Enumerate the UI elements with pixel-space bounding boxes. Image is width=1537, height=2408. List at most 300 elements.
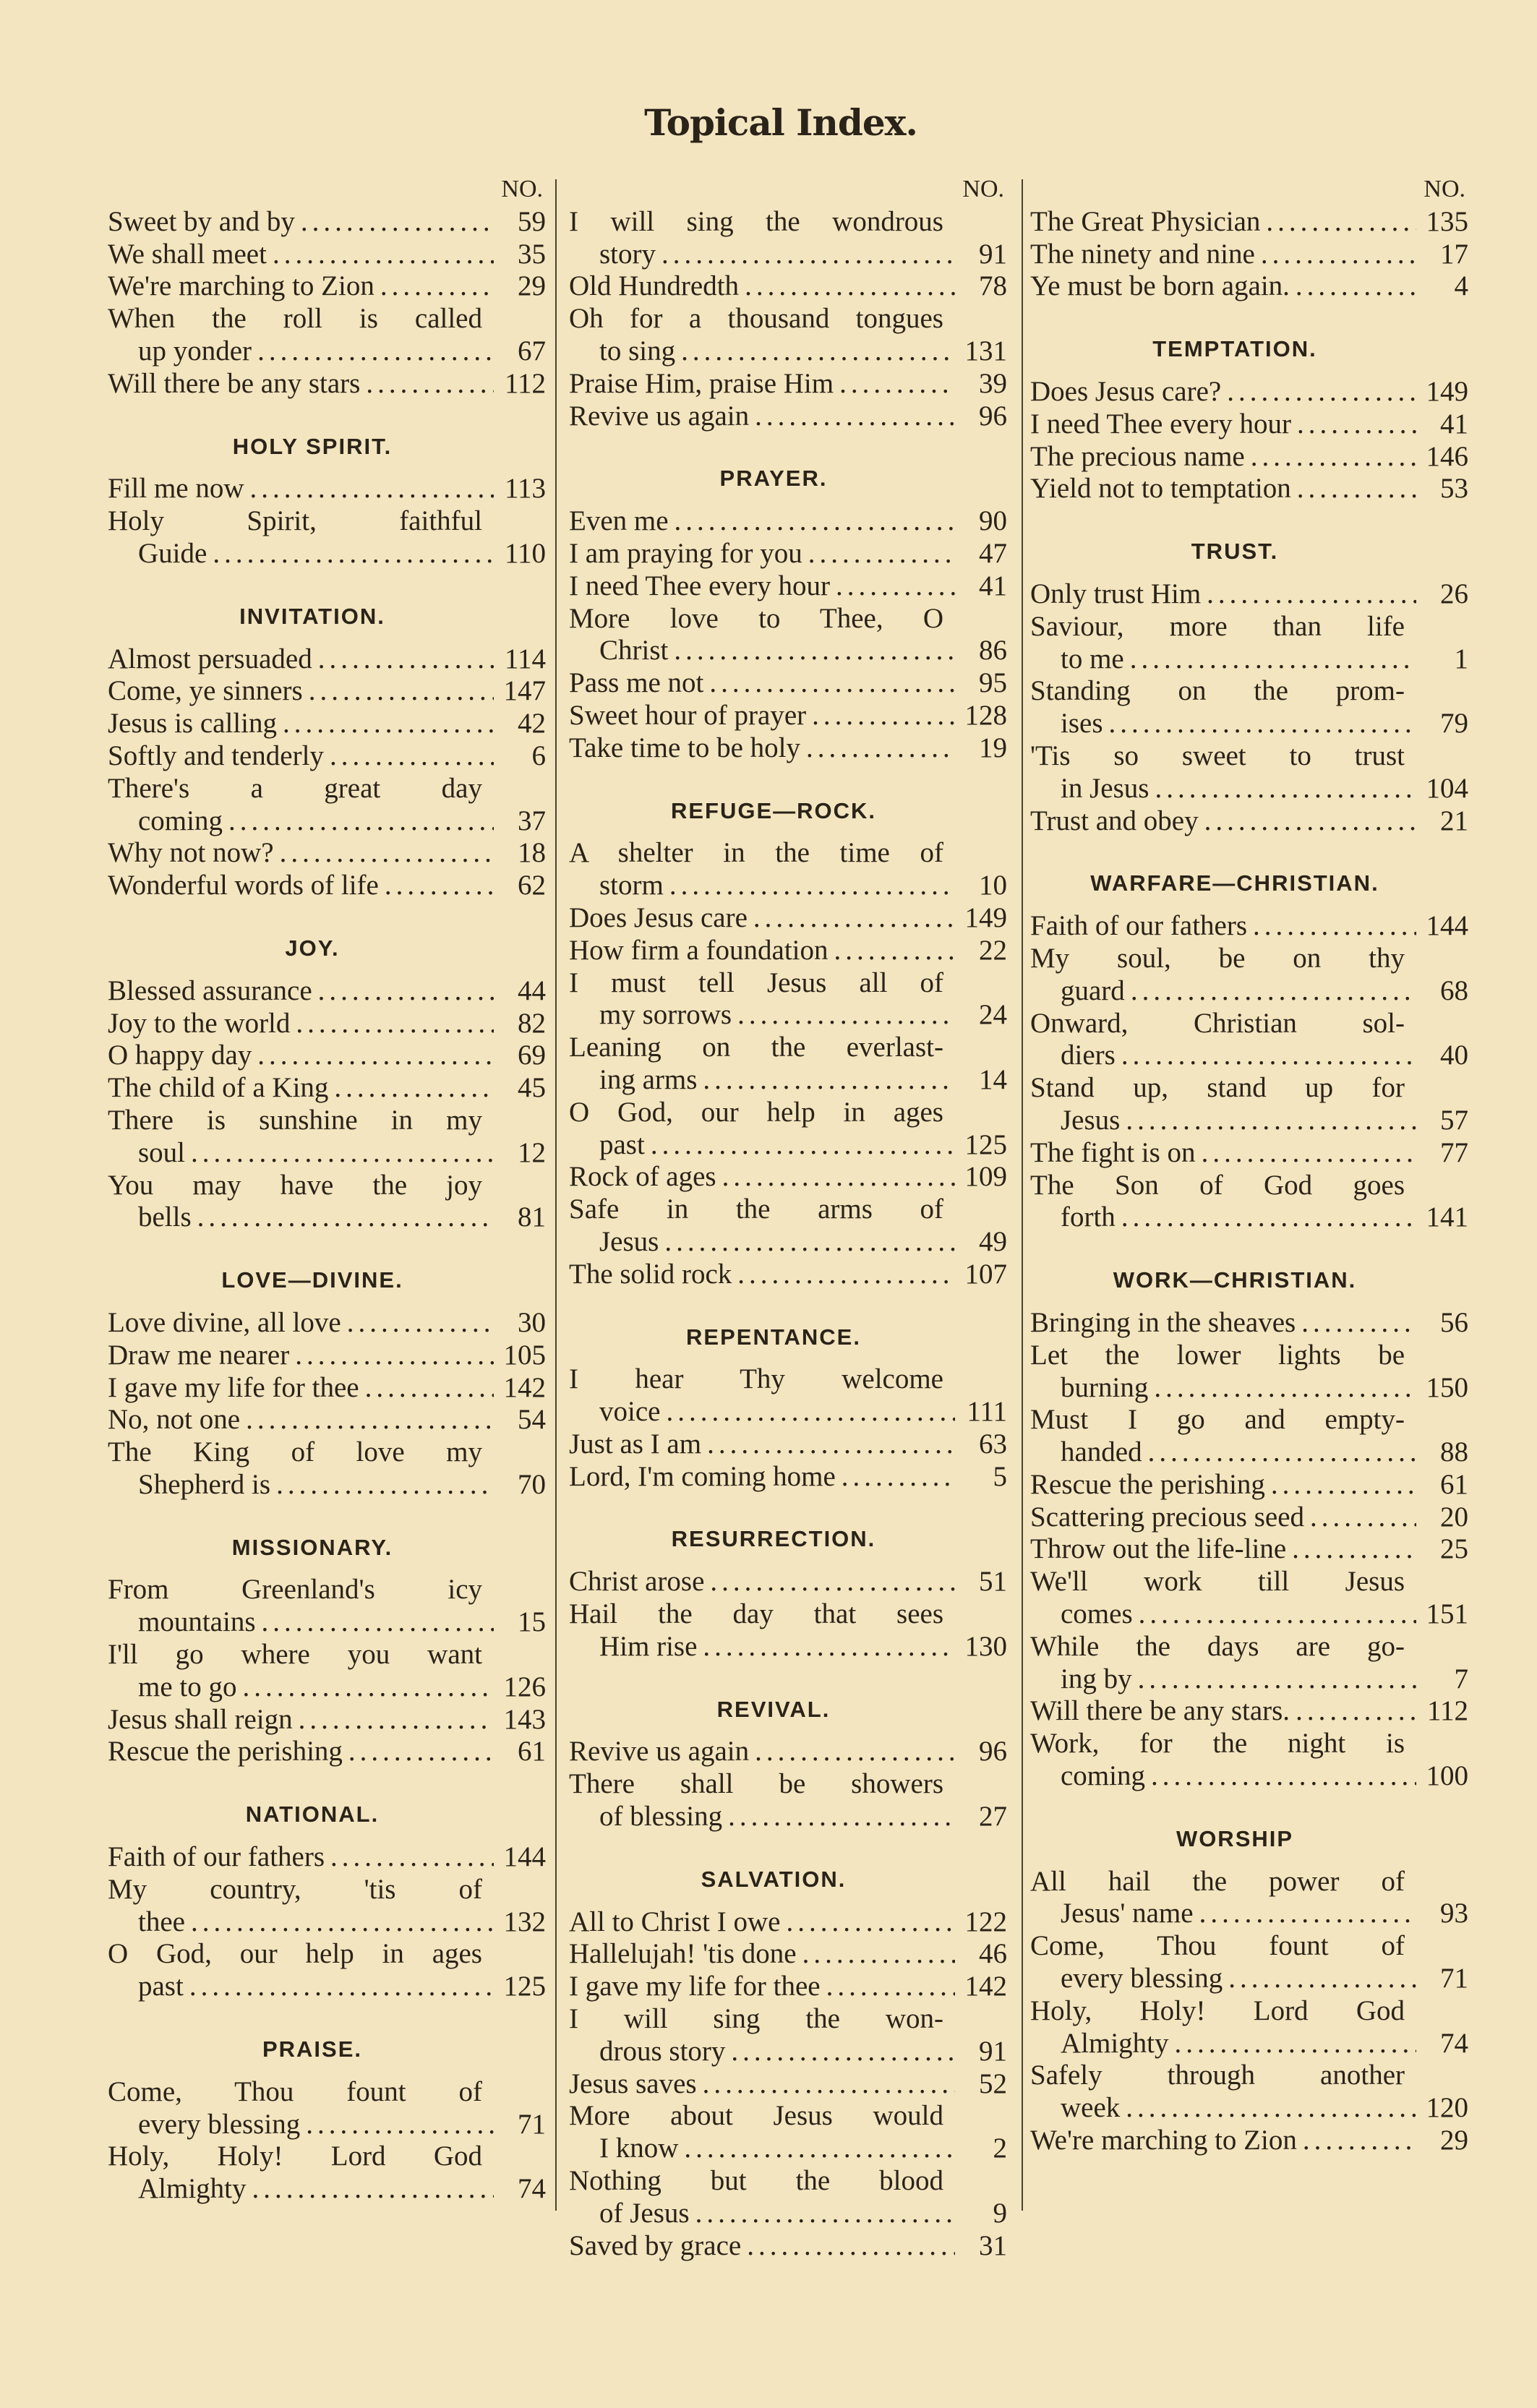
entry-line [108, 1639, 546, 1671]
entry-line [1030, 975, 1468, 1008]
dot-leader [739, 270, 955, 303]
hymn-title: All hail the power of [1030, 1865, 1405, 1897]
dot-leader [1196, 1137, 1416, 1170]
hymn-title: Scattering precious seed [1030, 1501, 1305, 1533]
dot-leader [748, 902, 955, 935]
hymn-number: 131 [964, 335, 1007, 367]
index-entry [1030, 1170, 1468, 1235]
hymn-number: 104 [1426, 772, 1468, 804]
hymn-title: Onward, Christian sol- [1030, 1007, 1405, 1039]
index-entry [569, 1428, 1007, 1461]
dot-leader [1116, 1040, 1416, 1072]
entry-line [108, 270, 546, 303]
hymn-title: Blessed assurance [108, 974, 312, 1006]
hymn-title: Nothing but the blood [569, 2165, 943, 2197]
hymn-title: ing by [1061, 1663, 1132, 1694]
dot-leader [749, 400, 955, 433]
index-entry [569, 700, 1007, 732]
dot-leader [1120, 2092, 1416, 2125]
index-entry [1030, 1307, 1468, 1340]
index-entry [569, 570, 1007, 603]
hymn-title: diers [1061, 1040, 1116, 1071]
hymn-number: 91 [979, 2035, 1007, 2067]
index-entry [1030, 206, 1468, 239]
hymn-title: I will sing the wondrous [569, 205, 943, 237]
section-heading: MISSIONARY. [231, 1534, 393, 1560]
dot-leader [675, 335, 955, 368]
entry-line [108, 1105, 546, 1137]
entry-line [108, 2076, 546, 2109]
entry-line [108, 1736, 546, 1768]
entry-line [569, 1064, 1007, 1097]
hymn-number: 19 [979, 732, 1007, 763]
hymn-title: From Greenland's icy [108, 1574, 482, 1606]
dot-leader [343, 1736, 494, 1768]
hymn-number: 79 [1440, 708, 1468, 740]
hymn-number: 49 [979, 1225, 1007, 1257]
number-header: NO. [1423, 176, 1465, 202]
hymn-title: Does Jesus care [569, 901, 748, 933]
index-entry [569, 902, 1007, 935]
hymn-number: 41 [979, 570, 1007, 601]
section-heading: WORK—CHRISTIAN. [1113, 1267, 1357, 1293]
dot-leader [379, 870, 494, 902]
hymn-title: O God, our help in ages [569, 1096, 943, 1128]
hymn-number: 125 [964, 1128, 1007, 1160]
hymn-number: 86 [979, 635, 1007, 667]
index-entry [1030, 578, 1468, 611]
entry-line [108, 2173, 546, 2206]
entry-line [569, 1768, 1007, 1801]
entry-line [108, 708, 546, 740]
hymn-number: 70 [518, 1468, 546, 1500]
hymn-number: 109 [964, 1161, 1007, 1193]
index-entry [569, 732, 1007, 765]
hymn-title: drous story [599, 2035, 726, 2067]
dot-leader [1286, 1533, 1416, 1566]
entry-line [1030, 578, 1468, 611]
dot-leader [1255, 239, 1416, 271]
hymn-title: Rescue the perishing [1030, 1468, 1265, 1500]
hymn-number: 149 [1426, 375, 1468, 407]
hymn-title: Will there be any stars. [1030, 1695, 1290, 1727]
hymn-title: Why not now? [108, 837, 274, 869]
entry-line [108, 1307, 546, 1340]
hymn-title: Joy to the world [108, 1007, 291, 1039]
index-entry [108, 1340, 546, 1372]
dot-leader [185, 1906, 494, 1939]
dot-leader [1103, 708, 1417, 740]
hymn-title: The fight is on [1030, 1136, 1196, 1168]
dot-leader [1149, 773, 1416, 805]
hymn-title: Pass me not [569, 667, 704, 699]
hymn-number: 10 [979, 870, 1007, 901]
hymn-title: There shall be showers [569, 1768, 943, 1800]
index-entry [569, 505, 1007, 538]
entry-line [569, 1801, 1007, 1833]
entry-line [108, 239, 546, 271]
section-heading: WORSHIP [1176, 1825, 1294, 1851]
dot-leader [1120, 1105, 1416, 1137]
index-entry [108, 1704, 546, 1736]
entry-line [569, 732, 1007, 765]
dot-leader [312, 975, 494, 1008]
hymn-title: Safe in the arms of [569, 1194, 943, 1225]
index-entry [108, 1072, 546, 1105]
dot-leader [289, 1340, 494, 1372]
entry-line [1030, 1340, 1468, 1372]
hymn-number: 37 [518, 805, 546, 836]
hymn-title: Even me [569, 505, 669, 537]
entry-line [1030, 1436, 1468, 1469]
dot-leader [360, 368, 494, 400]
index-entry [1030, 1340, 1468, 1405]
hymn-number: 6 [531, 740, 546, 771]
index-entry [569, 1032, 1007, 1097]
index-column-2 [569, 173, 1007, 2262]
hymn-number: 52 [979, 2068, 1007, 2099]
entry-line [108, 1671, 546, 1704]
hymn-number: 71 [1440, 1963, 1468, 1994]
entry-line [1030, 239, 1468, 271]
entry-line [569, 870, 1007, 902]
dot-leader [374, 270, 494, 303]
entry-line [1030, 1930, 1468, 1963]
hymn-title: Jesus [599, 1225, 659, 1257]
entry-line [569, 1428, 1007, 1461]
dot-leader [800, 732, 955, 765]
hymn-number: 144 [503, 1841, 546, 1873]
index-entry [108, 1639, 546, 1704]
entry-line [569, 1598, 1007, 1631]
hymn-number: 30 [518, 1306, 546, 1338]
entry-line [108, 773, 546, 805]
hymn-number: 21 [1440, 805, 1468, 836]
entry-line [108, 1404, 546, 1436]
entry-line [108, 1906, 546, 1939]
hymn-number: 143 [503, 1703, 546, 1735]
dot-leader [312, 643, 494, 676]
index-entry [108, 1040, 546, 1072]
dot-leader [659, 1226, 955, 1259]
entry-line [569, 1971, 1007, 2003]
index-entry [1030, 1728, 1468, 1793]
hymn-title: Guide [138, 537, 207, 569]
entry-line [569, 505, 1007, 538]
entry-line [1030, 805, 1468, 838]
entry-line [108, 1040, 546, 1072]
entry-line [569, 206, 1007, 239]
entry-line [108, 505, 546, 538]
hymn-title: Him rise [599, 1630, 698, 1662]
hymn-title: coming [138, 805, 223, 836]
entry-line [569, 2230, 1007, 2263]
hymn-number: 120 [1426, 2092, 1468, 2124]
hymn-title: O God, our help in ages [108, 1938, 482, 1970]
index-entry [1030, 1995, 1468, 2060]
hymn-number: 141 [1426, 1201, 1468, 1233]
dot-leader [1199, 805, 1416, 838]
hymn-title: Leaning on the everlast- [569, 1032, 943, 1063]
index-entry [569, 2230, 1007, 2263]
entry-line [108, 1606, 546, 1639]
entry-line [569, 667, 1007, 700]
dot-leader [1133, 1598, 1416, 1631]
hymn-title: Wonderful words of life [108, 870, 379, 901]
entry-line [108, 368, 546, 400]
hymn-title: me to go [138, 1671, 237, 1702]
dot-leader [359, 1372, 494, 1405]
hymn-number: 91 [979, 238, 1007, 270]
section-heading: TEMPTATION. [1152, 336, 1317, 362]
hymn-number: 93 [1440, 1898, 1468, 1929]
hymn-number: 96 [979, 400, 1007, 432]
entry-line [108, 837, 546, 870]
dot-leader [290, 1008, 494, 1040]
entry-line [569, 270, 1007, 303]
hymn-title: past [138, 1971, 184, 2002]
hymn-title: past [599, 1128, 645, 1160]
index-entry [108, 368, 546, 400]
index-entry [569, 1363, 1007, 1428]
index-entry [569, 935, 1007, 967]
dot-leader [328, 1072, 494, 1105]
hymn-title: The precious name [1030, 440, 1245, 472]
hymn-title: 'Tis so sweet to trust [1030, 740, 1405, 771]
entry-line [569, 368, 1007, 400]
entry-line [569, 2003, 1007, 2036]
hymn-title: comes [1061, 1598, 1133, 1630]
number-header: NO. [501, 176, 543, 202]
hymn-number: 125 [503, 1971, 546, 2002]
hymn-number: 130 [964, 1630, 1007, 1662]
entry-line [1030, 1105, 1468, 1137]
dot-leader [678, 2133, 955, 2165]
index-entry [108, 1574, 546, 1639]
dot-leader [1260, 206, 1416, 239]
hymn-number: 142 [503, 1371, 546, 1403]
entry-line [569, 1631, 1007, 1663]
hymn-title: Lord, I'm coming home [569, 1460, 836, 1492]
index-entry [1030, 1072, 1468, 1137]
hymn-title: I gave my life for thee [569, 1971, 821, 2002]
entry-line [108, 1874, 546, 1906]
hymn-number: 24 [979, 999, 1007, 1031]
dot-leader [295, 206, 494, 239]
entry-line [569, 2133, 1007, 2165]
index-entry [108, 2076, 546, 2141]
hymn-number: 2 [993, 2133, 1007, 2164]
hymn-number: 4 [1454, 270, 1468, 302]
hymn-title: to me [1061, 643, 1124, 674]
hymn-title: Draw me nearer [108, 1339, 290, 1371]
index-entry [108, 1170, 546, 1235]
hymn-number: 111 [967, 1396, 1007, 1428]
hymn-title: Love divine, all love [108, 1306, 341, 1338]
dot-leader [244, 473, 494, 505]
hymn-title: Christ arose [569, 1566, 705, 1598]
entry-line [1030, 1501, 1468, 1534]
hymn-number: 29 [1440, 2125, 1468, 2156]
dot-leader [236, 1671, 494, 1704]
hymn-number: 18 [518, 837, 546, 869]
hymn-number: 132 [503, 1906, 546, 1937]
index-entry [1030, 1930, 1468, 1995]
hymn-title: Safely through another [1030, 2060, 1405, 2091]
hymn-title: We shall meet [108, 238, 267, 270]
dot-leader [732, 999, 955, 1032]
column-divider [1022, 179, 1023, 2211]
index-entry [569, 967, 1007, 1032]
dot-leader [660, 1396, 955, 1428]
entry-line [1030, 1404, 1468, 1436]
hymn-number: 41 [1440, 408, 1468, 440]
hymn-title: We'll work till Jesus [1030, 1566, 1405, 1598]
entry-line [569, 1032, 1007, 1064]
hymn-number: 122 [964, 1906, 1007, 1937]
dot-leader [701, 1428, 955, 1461]
hymn-title: Jesus [1061, 1104, 1121, 1136]
dot-leader [1169, 2028, 1416, 2060]
index-entry [569, 1461, 1007, 1494]
index-entry [108, 1008, 546, 1040]
index-entry [108, 303, 546, 368]
entry-line [569, 2068, 1007, 2101]
hymn-title: The Son of God goes [1030, 1169, 1405, 1201]
hymn-title: Does Jesus care? [1030, 375, 1222, 407]
index-entry [108, 505, 546, 570]
hymn-title: More love to Thee, O [569, 602, 943, 634]
entry-line [1030, 675, 1468, 708]
hymn-title: Saved by grace [569, 2229, 742, 2261]
dot-leader [252, 335, 494, 368]
hymn-title: Oh for a thousand tongues [569, 303, 943, 335]
entry-line [569, 239, 1007, 271]
dot-leader [821, 1971, 955, 2003]
hymn-title: handed [1061, 1436, 1142, 1468]
entry-line [569, 570, 1007, 603]
index-entry [569, 1097, 1007, 1162]
hymn-title: ing arms [599, 1063, 698, 1095]
hymn-title: Rescue the perishing [108, 1736, 343, 1768]
entry-line [569, 635, 1007, 667]
hymn-title: Stand up, stand up for [1030, 1072, 1405, 1104]
index-entry [108, 1404, 546, 1436]
hymn-title: soul [138, 1136, 186, 1168]
dot-leader [725, 2036, 955, 2068]
dot-leader [697, 1064, 955, 1097]
index-entry [569, 400, 1007, 433]
hymn-title: Almighty [138, 2173, 247, 2205]
dot-leader [703, 667, 955, 700]
dot-leader [341, 1307, 494, 1340]
index-entry [1030, 408, 1468, 441]
entry-line [1030, 1137, 1468, 1170]
hymn-number: 31 [979, 2229, 1007, 2261]
dot-leader [834, 368, 955, 400]
entry-line [569, 2165, 1007, 2198]
entry-line [569, 1129, 1007, 1162]
hymn-title: Hail the day that sees [569, 1598, 943, 1630]
hymn-number: 54 [518, 1404, 546, 1436]
index-entry [108, 773, 546, 838]
dot-leader [1145, 1760, 1416, 1793]
entry-line [108, 870, 546, 902]
entry-line [1030, 2125, 1468, 2157]
hymn-number: 62 [518, 870, 546, 901]
entry-line [108, 1938, 546, 1971]
section-heading: SALVATION. [701, 1866, 847, 1892]
hymn-number: 135 [1426, 205, 1468, 237]
dot-leader [1296, 1307, 1416, 1340]
dot-leader [1291, 473, 1416, 505]
hymn-title: Sweet by and by [108, 205, 295, 237]
hymn-title: Sweet hour of prayer [569, 699, 807, 731]
hymn-number: 112 [504, 367, 546, 399]
dot-leader [252, 1040, 494, 1072]
hymn-number: 95 [979, 667, 1007, 699]
hymn-number: 26 [1440, 578, 1468, 609]
index-entry [569, 1906, 1007, 1939]
hymn-title: Holy, Holy! Lord God [108, 2141, 482, 2172]
entry-line [569, 303, 1007, 335]
entry-line [1030, 1469, 1468, 1501]
section-heading: NATIONAL. [245, 1801, 380, 1828]
hymn-number: 147 [503, 675, 546, 707]
entry-line [569, 2198, 1007, 2230]
entry-line [108, 1170, 546, 1202]
hymn-title: Jesus is calling [108, 708, 277, 740]
hymn-title: of blessing [599, 1801, 723, 1833]
hymn-title: Old Hundredth [569, 270, 740, 302]
dot-leader [1132, 1663, 1416, 1696]
hymn-title: How firm a foundation [569, 934, 829, 966]
hymn-number: 40 [1440, 1040, 1468, 1071]
index-entry [1030, 1008, 1468, 1073]
hymn-title: I gave my life for thee [108, 1371, 359, 1403]
entry-line [1030, 441, 1468, 474]
index-entry [108, 1874, 546, 1939]
hymn-number: 113 [504, 473, 546, 505]
index-entry [1030, 2125, 1468, 2157]
index-entry [108, 1841, 546, 1874]
hymn-number: 12 [518, 1136, 546, 1168]
hymn-number: 7 [1454, 1663, 1468, 1694]
index-entry [108, 675, 546, 708]
hymn-title: We're marching to Zion [1030, 2125, 1297, 2156]
entry-line [569, 1161, 1007, 1194]
hymn-number: 44 [518, 974, 546, 1006]
dot-leader [1194, 1898, 1416, 1930]
hymn-number: 69 [518, 1040, 546, 1071]
entry-line [569, 335, 1007, 368]
index-entry [108, 837, 546, 870]
hymn-number: 78 [979, 270, 1007, 302]
page-title: Topical Index. [644, 101, 917, 144]
index-entry [1030, 1695, 1468, 1728]
hymn-title: up yonder [138, 335, 252, 367]
hymn-title: mountains [138, 1606, 256, 1638]
entry-line [108, 1072, 546, 1105]
hymn-number: 56 [1440, 1306, 1468, 1338]
section-heading: JOY. [285, 935, 340, 961]
dot-leader [270, 1469, 494, 1501]
hymn-title: Saviour, more than life [1030, 610, 1405, 642]
hymn-title: The ninety and nine [1030, 238, 1255, 270]
hymn-number: 15 [518, 1606, 546, 1638]
hymn-number: 59 [518, 205, 546, 237]
entry-line [1030, 1760, 1468, 1793]
